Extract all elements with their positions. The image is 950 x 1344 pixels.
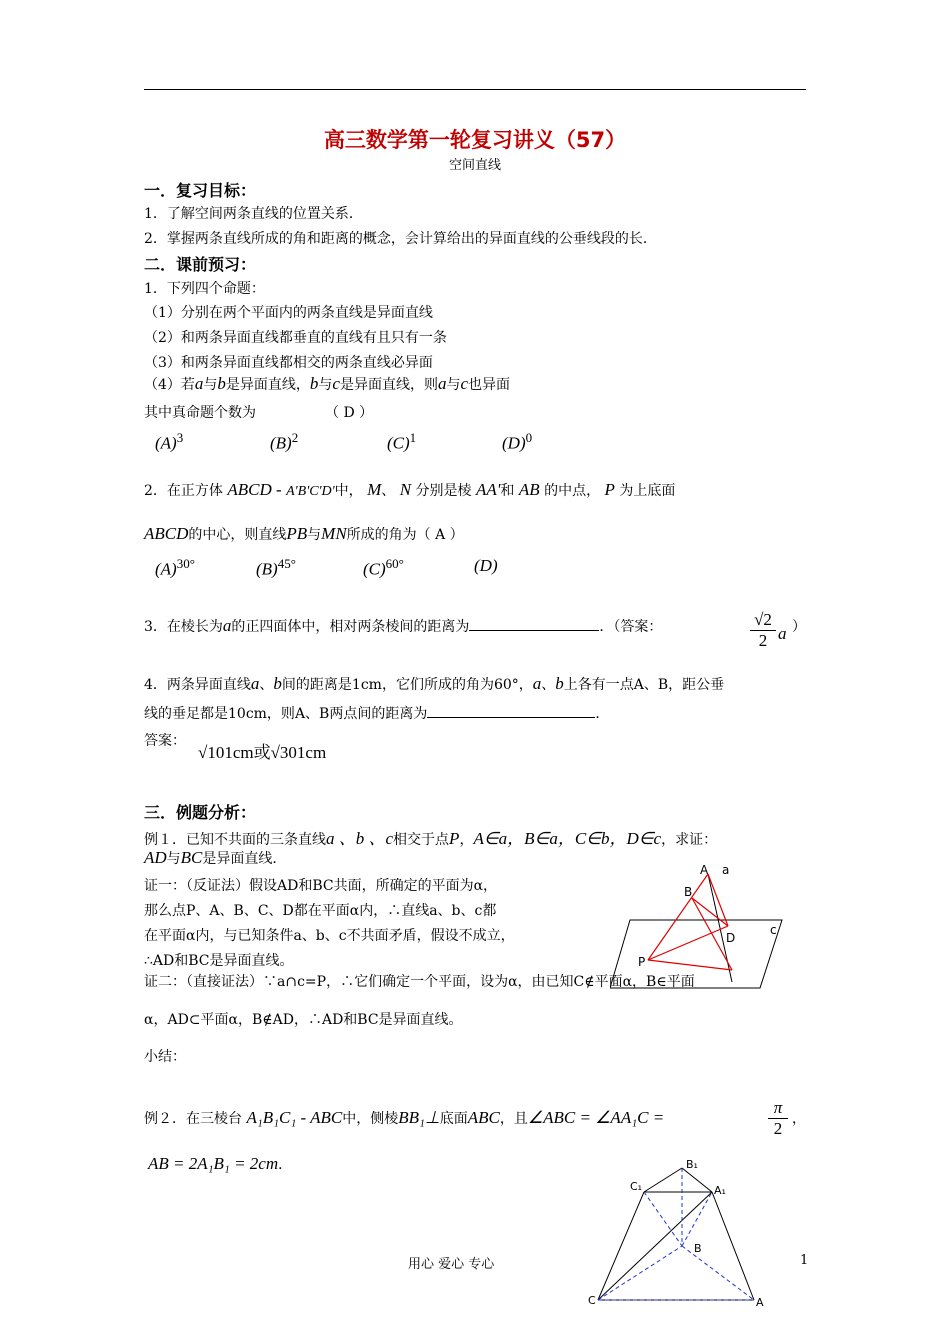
ex2-fraction: π 2 (768, 1098, 788, 1139)
ex1-summary: 小结： (144, 1049, 186, 1065)
fig1-label-a: a (722, 863, 730, 877)
ex1-line-1: 例１．已知不共面的三条直线a 、b 、c相交于点P，A∈a，B∈a，C∈b，D∈c，求证： (144, 829, 718, 848)
fig1-label-A: A (700, 863, 709, 877)
q1-ask: 其中真命题个数为 (144, 405, 256, 421)
q4-blank (427, 717, 595, 718)
q1-answer: （ D ） (325, 405, 374, 421)
fig2-label-A1: A₁ (714, 1184, 726, 1197)
goal-2: 2．掌握两条直线所成的角和距离的概念，会计算给出的异面直线的公垂线段的长． (144, 231, 657, 247)
fig1-label-P: P (638, 955, 646, 969)
ex1-proof-6: α，AD⊂平面α，B∉AD，∴AD和BC是异面直线。 (144, 1012, 463, 1028)
q1-prop-1: （1）分别在两个平面内的两条直线是异面直线 (144, 305, 433, 321)
page-number: 1 (800, 1253, 809, 1268)
fig2-label-A: A (756, 1296, 764, 1309)
section-2-heading: 二．课前预习： (144, 255, 257, 274)
fig2-label-C1: C₁ (630, 1180, 643, 1193)
q4-answer-value: √101cm或√301cm (198, 743, 327, 762)
q2-line-1: 2．在正方体 ABCD - A'B'C'D'中， M、 N 分别是棱 AA'和 AB 的中点， P 为上底面 (144, 480, 676, 499)
ex1-proof-2: 那么点P、A、B、C、D都在平面α内，∴直线a、b、c都 (144, 903, 497, 919)
q4-answer-label: 答案： (144, 733, 186, 749)
fig2-label-C: C (588, 1294, 596, 1307)
q3-answer-var: a (778, 624, 787, 643)
section-1-heading: 一．复习目标： (144, 181, 257, 200)
q1-prop-3: （3）和两条异面直线都相交的两条直线必异面 (144, 355, 433, 371)
q1-option-b: $(B)^2$ (270, 430, 299, 453)
ex1-proof-5: 证二：（直接证法）∵a∩c=P，∴它们确定一个平面，设为α，由已知C∉平面α，B∈平面 (144, 974, 695, 990)
q1-option-c: $(C)^1$ (387, 430, 417, 453)
fig2-label-B1: B₁ (686, 1158, 698, 1171)
q2-option-c: $(C)^{60^\circ}$ (363, 556, 404, 579)
fig1-label-D: D (726, 931, 736, 945)
q4-line-2: 线的垂足都是10cm，则A、B两点间的距离为 ． (144, 706, 610, 722)
section-3-heading: 三．例题分析： (144, 803, 257, 822)
q4-line-1: 4．两条异面直线a、b间的距离是1cm，它们所成的角为60°，a、b上各有一点A、B，距公垂 (144, 674, 725, 693)
page-title: 高三数学第一轮复习讲义（57） (323, 128, 627, 152)
header-rule (144, 89, 806, 90)
ex2-comma: ， (792, 1111, 806, 1127)
goal-1: 1．了解空间两条直线的位置关系． (144, 206, 363, 222)
q2-option-d: (D) (474, 556, 498, 575)
ex1-proof-3: 在平面α内，与已知条件a、b、c不共面矛盾，假设不成立， (144, 928, 515, 944)
fig1-label-B: B (684, 885, 693, 899)
ex1-line-2: AD与BC是异面直线． (144, 848, 287, 867)
q2-option-a: $(A)^{30^\circ}$ (155, 556, 195, 579)
page-subtitle: 空间直线 (448, 158, 501, 173)
q3-blank (469, 630, 599, 631)
q2-line-2: ABCD的中心，则直线PB与MN所成的角为（ A ） (144, 524, 464, 543)
q1-option-d: $(D)^0$ (502, 430, 533, 453)
footer-text: 用心 爱心 专心 (408, 1257, 495, 1272)
q2-option-b: $(B)^{45^\circ}$ (256, 556, 296, 579)
fig1-label-c: c (770, 923, 777, 937)
q1-prop-2: （2）和两条异面直线都垂直的直线有且只有一条 (144, 330, 447, 346)
ex1-proof-1: 证一：（反证法）假设AD和BC共面，所确定的平面为α， (144, 878, 498, 894)
q3-line: 3．在棱长为a的正四面体中，相对两条棱间的距离为 ．（答案： (144, 616, 663, 635)
q1-option-a: $(A)^3$ (155, 430, 184, 453)
ex2-figure (586, 1156, 772, 1312)
q3-answer-fraction: √2 2 (750, 610, 776, 651)
q1-stem: 1．下列四个命题： (144, 281, 265, 297)
q3-close: ） (792, 619, 806, 635)
fig2-label-B: B (694, 1242, 702, 1255)
q1-prop-4: （4）若a与b是异面直线，b与c是异面直线，则a与c也异面 (144, 374, 511, 393)
ex2-line-1: 例２．在三棱台 A₁B₁C₁ - ABC中，侧棱BB₁⊥底面ABC，且∠ABC = ∠AA₁C = (144, 1108, 665, 1127)
ex1-proof-4: ∴AD和BC是异面直线。 (144, 953, 294, 969)
ex2-line-2: AB = 2A₁B₁ = 2cm． (148, 1154, 293, 1173)
